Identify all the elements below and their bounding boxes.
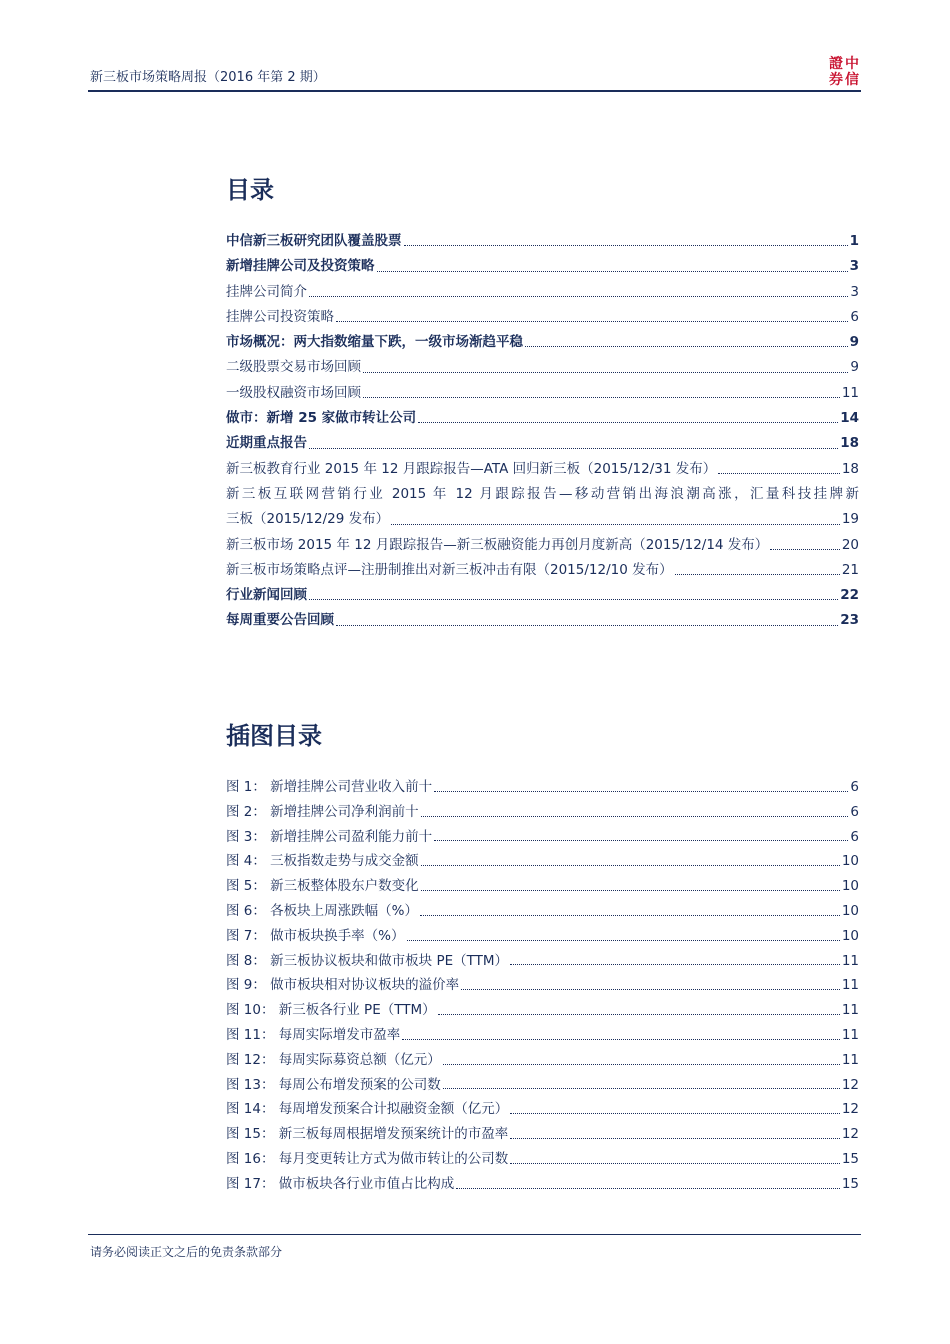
toc-entry[interactable] — [226, 800, 859, 825]
toc-entry[interactable] — [226, 482, 859, 533]
toc-entry-label: 图 5： 新三板整体股东户数变化 — [226, 878, 419, 895]
toc-entry-page: 18 — [840, 435, 859, 452]
toc-leader-dots — [770, 548, 840, 550]
toc-leader-dots — [456, 1187, 840, 1189]
toc-entry[interactable] — [226, 825, 859, 850]
toc-leader-dots — [510, 1137, 840, 1139]
toc-entry-page: 11 — [841, 1026, 859, 1043]
toc-leader-dots — [434, 790, 848, 792]
toc-entry-page: 19 — [841, 511, 859, 528]
toc-leader-dots — [443, 1063, 840, 1065]
toc-leader-dots — [510, 1112, 840, 1114]
toc-entry[interactable] — [226, 849, 859, 874]
toc-entry-label: 图 13： 每周公布增发预案的公司数 — [226, 1076, 441, 1093]
toc-leader-dots — [420, 914, 840, 916]
toc-entry-label: 中信新三板研究团队覆盖股票 — [226, 233, 402, 249]
toc-entry-label: 二级股票交易市场回顾 — [226, 359, 361, 376]
toc-entry-label: 图 6： 各板块上周涨跌幅（%） — [226, 902, 418, 919]
toc-leader-dots — [421, 864, 840, 866]
toc-entry-page: 9 — [850, 359, 859, 376]
table-of-contents — [226, 229, 859, 634]
toc-entry-label-continued: 三板（2015/12/29 发布） — [226, 511, 390, 528]
toc-entry-label: 每周重要公告回顾 — [226, 612, 334, 629]
toc-entry-page: 12 — [841, 1126, 859, 1143]
toc-leader-dots — [675, 573, 840, 575]
toc-leader-dots — [309, 447, 838, 449]
toc-entry[interactable] — [226, 874, 859, 899]
toc-entry-page: 6 — [850, 803, 859, 820]
toc-entry-label: 行业新闻回顾 — [226, 587, 307, 604]
toc-entry-page: 9 — [849, 334, 859, 351]
toc-entry-label: 图 3： 新增挂牌公司盈利能力前十 — [226, 828, 433, 845]
toc-entry-page: 3 — [850, 283, 859, 300]
toc-entry[interactable] — [226, 973, 859, 998]
toc-entry-page: 6 — [850, 308, 859, 325]
toc-entry-page: 1 — [849, 233, 859, 249]
toc-entry-page: 12 — [841, 1101, 859, 1118]
toc-entry[interactable] — [226, 280, 859, 305]
toc-entry[interactable] — [226, 305, 859, 330]
toc-entry-label: 新三板市场 2015 年 12 月跟踪报告—新三板融资能力再创月度新高（2015/12/14 发布） — [226, 536, 769, 553]
toc-leader-dots — [438, 1013, 840, 1015]
toc-entry-page: 21 — [841, 561, 859, 578]
contents-heading: 目录 — [226, 176, 274, 204]
toc-leader-dots — [363, 396, 840, 398]
toc-leader-dots — [363, 371, 848, 373]
toc-leader-dots — [336, 320, 848, 322]
toc-entry[interactable] — [226, 381, 859, 406]
report-header-title: 新三板市场策略周报（2016 年第 2 期） — [90, 70, 326, 85]
toc-leader-dots — [510, 963, 840, 965]
toc-entry-page: 12 — [841, 1076, 859, 1093]
toc-entry-label: 图 10： 新三板各行业 PE（TTM） — [226, 1002, 436, 1019]
toc-leader-dots — [309, 295, 848, 297]
toc-entry-page: 18 — [841, 460, 859, 477]
toc-entry-label: 图 2： 新增挂牌公司净利润前十 — [226, 803, 419, 820]
toc-entry[interactable] — [226, 355, 859, 380]
toc-entry-page: 10 — [841, 878, 859, 895]
toc-entry[interactable] — [226, 431, 859, 456]
toc-entry-label: 新三板教育行业 2015 年 12 月跟踪报告—ATA 回归新三板（2015/12/31 发布） — [226, 460, 717, 477]
toc-entry-page: 11 — [841, 384, 859, 401]
toc-entry-page: 11 — [841, 1051, 859, 1068]
toc-entry-label: 做市：新增 25 家做市转让公司 — [226, 410, 417, 427]
toc-leader-dots — [718, 472, 840, 474]
toc-leader-dots — [510, 1162, 840, 1164]
toc-leader-dots — [404, 244, 848, 246]
toc-entry-page: 10 — [841, 927, 859, 944]
toc-entry-page: 10 — [841, 902, 859, 919]
toc-entry-page: 6 — [850, 779, 859, 795]
toc-entry[interactable] — [226, 924, 859, 949]
toc-leader-dots — [336, 624, 838, 626]
citic-securities-logo: 證 中 券 信 — [829, 56, 859, 88]
toc-entry[interactable] — [226, 775, 859, 800]
toc-entry-label: 新增挂牌公司及投资策略 — [226, 258, 375, 275]
toc-entry[interactable] — [226, 899, 859, 924]
toc-entry-label: 图 8： 新三板协议板块和做市板块 PE（TTM） — [226, 952, 509, 969]
toc-entry-page: 15 — [841, 1175, 859, 1192]
toc-entry[interactable] — [226, 1023, 859, 1048]
toc-entry-label: 图 12： 每周实际募资总额（亿元） — [226, 1051, 441, 1068]
toc-leader-dots — [421, 815, 849, 817]
toc-entry[interactable] — [226, 998, 859, 1023]
toc-entry-label: 图 7： 做市板块换手率（%） — [226, 927, 405, 944]
toc-entry[interactable] — [226, 1097, 859, 1122]
toc-leader-dots — [402, 1038, 840, 1040]
footer-divider — [88, 1234, 861, 1235]
toc-entry-page: 15 — [841, 1150, 859, 1167]
toc-leader-dots — [418, 421, 838, 423]
toc-entry[interactable] — [226, 558, 859, 583]
toc-entry-page: 10 — [841, 853, 859, 870]
toc-entry-label: 图 1： 新增挂牌公司营业收入前十 — [226, 779, 433, 795]
toc-entry[interactable] — [226, 583, 859, 608]
toc-leader-dots — [309, 598, 838, 600]
toc-entry-page: 20 — [841, 536, 859, 553]
toc-entry[interactable] — [226, 608, 859, 633]
toc-entry-label: 图 14： 每周增发预案合计拟融资金额（亿元） — [226, 1101, 509, 1118]
toc-leader-dots — [421, 889, 840, 891]
toc-entry[interactable] — [226, 1147, 859, 1172]
toc-leader-dots — [434, 839, 848, 841]
toc-entry[interactable] — [226, 457, 859, 482]
toc-entry-label: 新三板市场策略点评—注册制推出对新三板冲击有限（2015/12/10 发布） — [226, 561, 673, 578]
toc-entry-page: 14 — [840, 410, 859, 427]
toc-entry-page: 11 — [841, 952, 859, 969]
toc-entry-label: 挂牌公司简介 — [226, 283, 307, 300]
toc-entry-page: 22 — [840, 587, 859, 604]
toc-leader-dots — [443, 1087, 840, 1089]
toc-entry-label: 图 15： 新三板每周根据增发预案统计的市盈率 — [226, 1126, 509, 1143]
toc-entry-page: 3 — [849, 258, 859, 275]
toc-entry-label: 图 4： 三板指数走势与成交金额 — [226, 853, 419, 870]
toc-entry-label: 图 16： 每月变更转让方式为做市转让的公司数 — [226, 1150, 509, 1167]
toc-entry-label: 市场概况：两大指数缩量下跌，一级市场渐趋平稳 — [226, 334, 523, 351]
toc-leader-dots — [377, 270, 848, 272]
toc-entry-page: 11 — [841, 977, 859, 994]
toc-entry[interactable] — [226, 949, 859, 974]
footer-disclaimer: 请务必阅读正文之后的免责条款部分 — [90, 1245, 283, 1259]
toc-entry[interactable] — [226, 406, 859, 431]
toc-entry[interactable] — [226, 1048, 859, 1073]
toc-entry-page: 11 — [841, 1002, 859, 1019]
toc-entry-label: 图 9： 做市板块相对协议板块的溢价率 — [226, 977, 460, 994]
toc-leader-dots — [525, 345, 848, 347]
toc-entry-page: 6 — [850, 828, 859, 845]
toc-entry[interactable] — [226, 1073, 859, 1098]
toc-entry-label: 新三板互联网营销行业 2015 年 12 月跟踪报告—移动营销出海浪潮高涨，汇量科技挂牌新 — [226, 485, 859, 502]
toc-leader-dots — [391, 523, 840, 525]
toc-entry[interactable] — [226, 533, 859, 558]
figures-heading: 插图目录 — [226, 722, 322, 750]
list-of-figures — [226, 775, 859, 1197]
toc-leader-dots — [407, 939, 840, 941]
toc-entry-label: 图 11： 每周实际增发市盈率 — [226, 1026, 401, 1043]
toc-entry-label: 一级股权融资市场回顾 — [226, 384, 361, 401]
toc-leader-dots — [461, 988, 840, 990]
toc-entry-label: 近期重点报告 — [226, 435, 307, 452]
toc-entry[interactable] — [226, 1122, 859, 1147]
toc-entry-label: 图 17： 做市板块各行业市值占比构成 — [226, 1175, 455, 1192]
header-divider — [88, 90, 861, 92]
toc-entry[interactable] — [226, 1172, 859, 1197]
toc-entry-label: 挂牌公司投资策略 — [226, 308, 334, 325]
toc-entry[interactable] — [226, 330, 859, 355]
toc-entry-page: 23 — [840, 612, 859, 629]
toc-entry[interactable] — [226, 254, 859, 279]
toc-entry[interactable] — [226, 229, 859, 254]
